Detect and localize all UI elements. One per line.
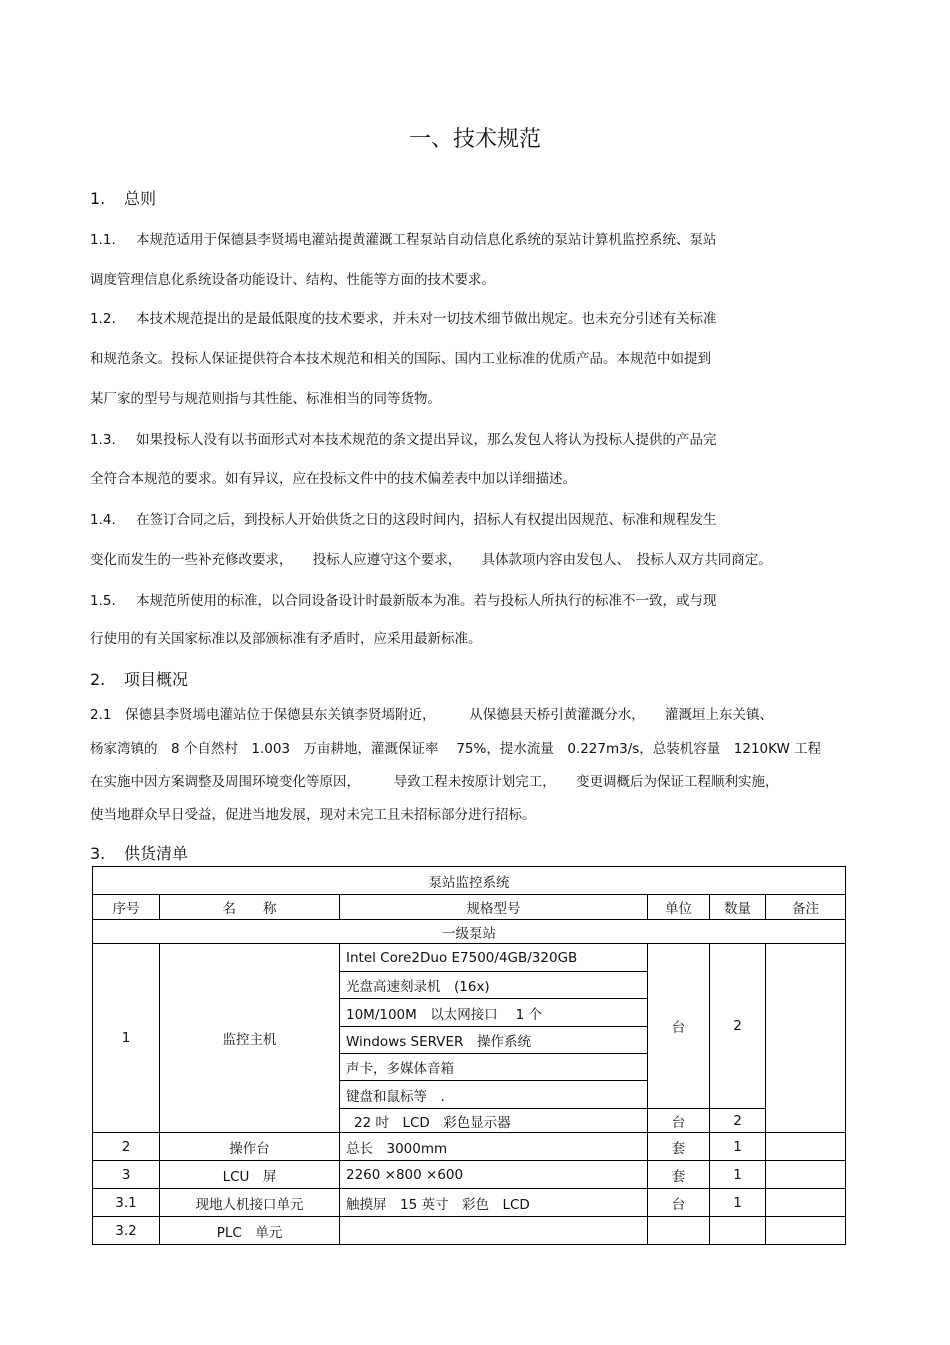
clause-text: 本规范适用于保德县李贤墕电灌站提黄灌溉工程泵站自动信息化系统的泵站计算机监控系统、泵站	[136, 232, 717, 248]
overview-line-2: 杨家湾镇的 8 个自然村 1.003 万亩耕地，灌溉保证率 75%，提水流量 0.227m3/s，总装机容量 1210KW 工程	[90, 741, 822, 757]
section-1-number: 1.	[90, 189, 106, 208]
cell-note	[766, 1217, 846, 1245]
cell-note	[766, 1189, 846, 1217]
cell-qty: 1	[710, 1189, 766, 1217]
clause-text: 本技术规范提出的是最低限度的技术要求，并未对一切技术细节做出规定。也未充分引述有关标准	[136, 311, 717, 327]
table-caption-row	[93, 867, 846, 895]
clause-number: 1.2.	[90, 311, 116, 327]
section-2-number: 2.	[90, 670, 106, 689]
cell-spec: Windows SERVER 操作系统	[340, 1027, 648, 1054]
clause-text: 在签订合同之后，到投标人开始供货之日的这段时间内，招标人有权提出因规范、标准和规程发生	[136, 512, 717, 528]
cell-unit: 台	[648, 944, 710, 1109]
table-header-row	[93, 895, 846, 920]
cell-name: 监控主机	[160, 944, 340, 1133]
clause-1-4-line-1	[90, 508, 717, 528]
table-group-row	[93, 920, 846, 944]
cell-name: 现地人机接口单元	[160, 1189, 340, 1217]
section-1-heading	[90, 186, 156, 209]
cell-qty: 2	[710, 944, 766, 1109]
cell-qty: 2	[710, 1109, 766, 1133]
clause-number: 1.1.	[90, 232, 116, 248]
overview-line-4: 使当地群众早日受益，促进当地发展，现对未完工且未招标部分进行招标。	[90, 807, 536, 823]
cell-note	[766, 944, 846, 1133]
cell-seq: 3.2	[93, 1217, 160, 1245]
cell-name: 操作台	[160, 1133, 340, 1161]
table-row	[93, 944, 846, 972]
cell-spec: 键盘和鼠标等 .	[340, 1081, 648, 1109]
clause-number: 1.4.	[90, 512, 116, 528]
cell-qty: 1	[710, 1133, 766, 1161]
table-row	[93, 1189, 846, 1217]
cell-spec: 总长 3000mm	[340, 1133, 648, 1161]
clause-1-2-line-1	[90, 307, 717, 327]
cell-seq: 2	[93, 1133, 160, 1161]
clause-1-2-line-2: 和规范条文。投标人保证提供符合本技术规范和相关的国际、国内工业标准的优质产品。本规范中如提到	[90, 351, 711, 367]
cell-name: PLC 单元	[160, 1217, 340, 1245]
clause-number: 1.3.	[90, 432, 116, 448]
clause-1-4-line-2: 变化而发生的一些补充修改要求， 投标人应遵守这个要求， 具体款项内容由发包人、 投标人双方共同商定。	[90, 552, 772, 568]
table-row	[93, 1217, 846, 1245]
header-seq: 序号	[93, 895, 160, 920]
cell-seq: 3.1	[93, 1189, 160, 1217]
clause-1-3-line-2: 全符合本规范的要求。如有异议，应在投标文件中的技术偏差表中加以详细描述。	[90, 471, 576, 487]
cell-qty	[710, 1217, 766, 1245]
table-caption: 泵站监控系统	[93, 867, 846, 895]
cell-spec	[340, 1217, 648, 1245]
clause-1-1-line-1	[90, 228, 717, 248]
cell-spec: 声卡，多媒体音箱	[340, 1054, 648, 1081]
cell-seq: 1	[93, 944, 160, 1133]
cell-spec: 22 吋 LCD 彩色显示器	[340, 1109, 648, 1133]
section-3-heading	[90, 841, 188, 864]
cell-note	[766, 1161, 846, 1189]
cell-unit: 套	[648, 1133, 710, 1161]
cell-unit: 台	[648, 1109, 710, 1133]
cell-spec: Intel Core2Duo E7500/4GB/320GB	[340, 944, 648, 972]
group-label: 一级泵站	[93, 920, 846, 944]
cell-name: LCU 屏	[160, 1161, 340, 1189]
header-qty: 数量	[710, 895, 766, 920]
cell-unit	[648, 1217, 710, 1245]
clause-1-1-line-2: 调度管理信息化系统设备功能设计、结构、性能等方面的技术要求。	[90, 272, 495, 288]
clause-1-5-line-1	[90, 589, 717, 609]
header-unit: 单位	[648, 895, 710, 920]
section-2-heading	[90, 667, 188, 690]
cell-qty: 1	[710, 1161, 766, 1189]
clause-text: 如果投标人没有以书面形式对本技术规范的条文提出异议，那么发包人将认为投标人提供的产品完	[136, 432, 717, 448]
section-3-number: 3.	[90, 844, 106, 863]
header-name: 名 称	[160, 895, 340, 920]
cell-unit: 套	[648, 1161, 710, 1189]
cell-spec: 光盘高速刻录机 (16x)	[340, 972, 648, 999]
overview-line-3: 在实施中因方案调整及周围环境变化等原因， 导致工程未按原计划完工， 变更调概后为保证工程顺利实施，	[90, 774, 779, 790]
section-1-title: 总则	[124, 189, 157, 208]
cell-seq: 3	[93, 1161, 160, 1189]
cell-unit: 台	[648, 1189, 710, 1217]
clause-1-3-line-1	[90, 428, 717, 448]
clause-text: 本规范所使用的标准，以合同设备设计时最新版本为准。若与投标人所执行的标准不一致，或与现	[136, 593, 717, 609]
clause-1-5-line-2: 行使用的有关国家标准以及部颁标准有矛盾时，应采用最新标准。	[90, 631, 482, 647]
supply-table	[92, 866, 846, 1245]
table-row	[93, 1133, 846, 1161]
cell-note	[766, 1133, 846, 1161]
page-title: 一、技术规范	[408, 127, 541, 152]
section-2-title: 项目概况	[124, 670, 189, 689]
section-3-title: 供货清单	[124, 844, 189, 863]
cell-spec: 触摸屏 15 英寸 彩色 LCD	[340, 1189, 648, 1217]
clause-number: 1.5.	[90, 593, 116, 609]
table-row	[93, 1161, 846, 1189]
clause-1-2-line-3: 某厂家的型号与规范则指与其性能、标准相当的同等货物。	[90, 391, 441, 407]
header-note: 备注	[766, 895, 846, 920]
cell-spec: 10M/100M 以太网接口 1 个	[340, 999, 648, 1027]
cell-spec: 2260 ×800 ×600	[340, 1161, 648, 1189]
overview-line-1: 2.1 保德县李贤墕电灌站位于保德县东关镇李贤墕附近， 从保德县天桥引黄灌溉分水， 灌溉垣上东关镇、	[90, 707, 773, 723]
header-spec: 规格型号	[340, 895, 648, 920]
